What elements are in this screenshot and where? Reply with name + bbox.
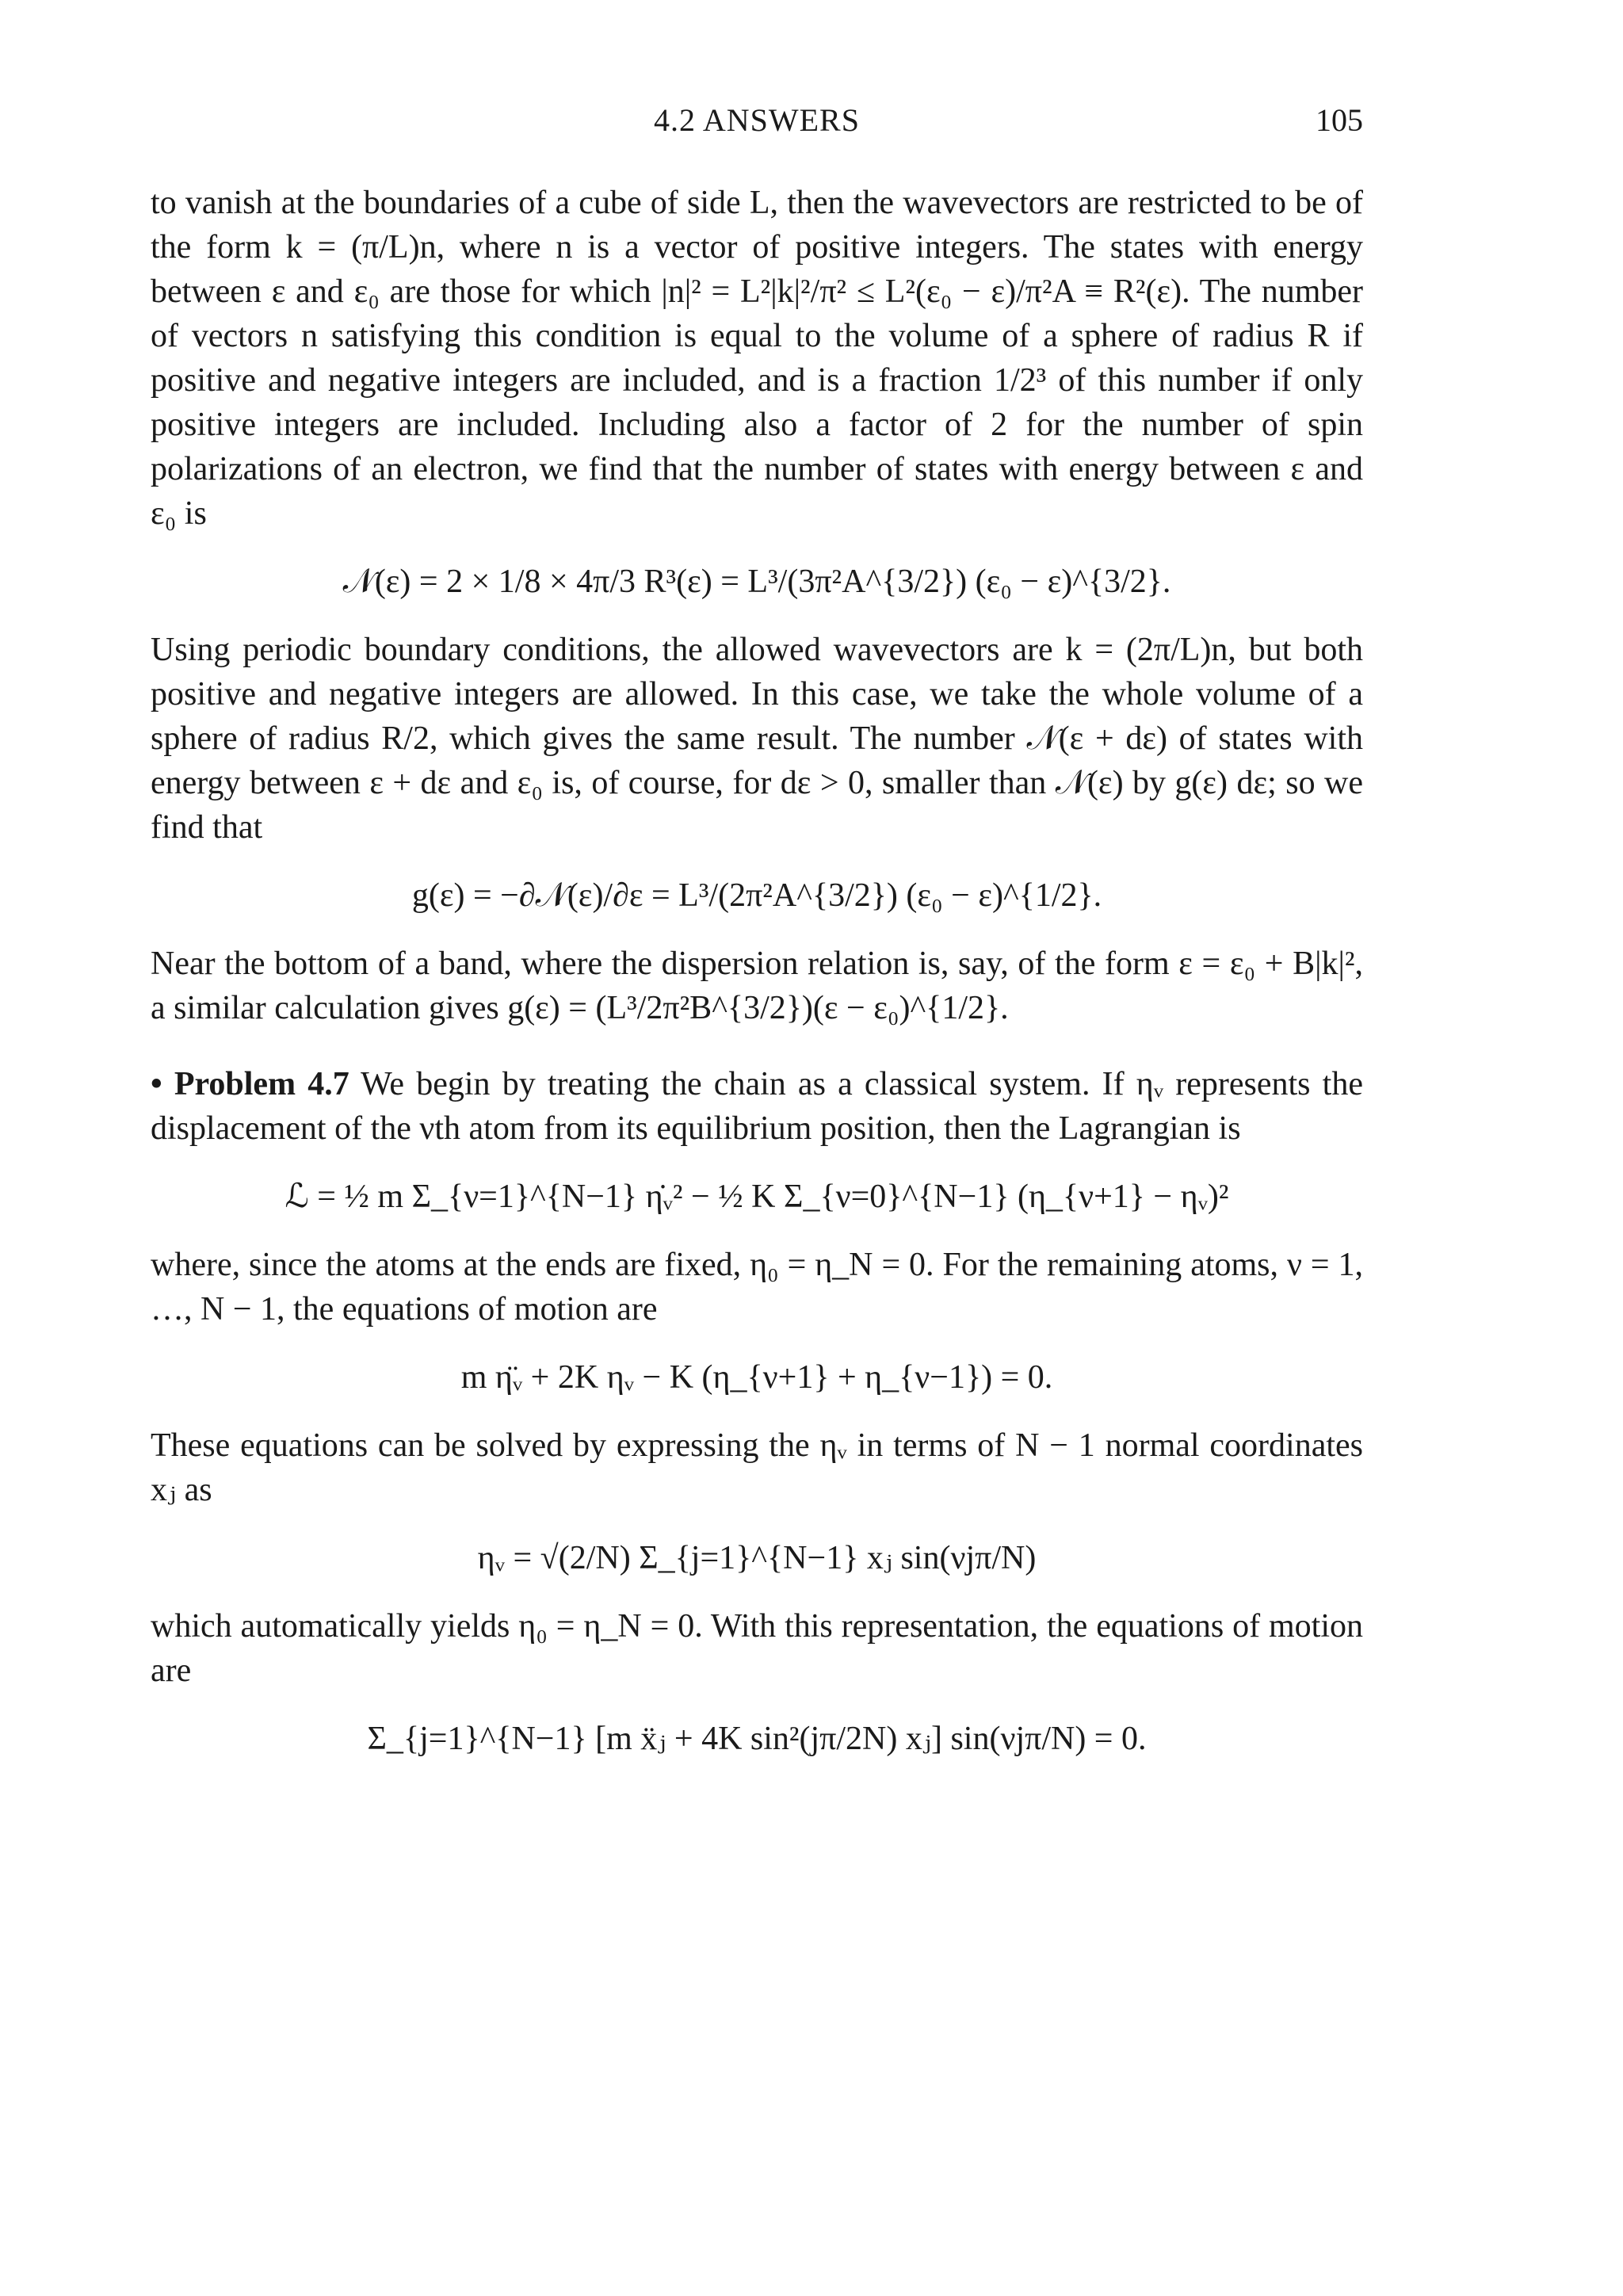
equation-motion: m η̈ᵥ + 2K ηᵥ − K (η_{ν+1} + η_{ν−1}) = 0. — [460, 1359, 1053, 1396]
problem-label: • Problem 4.7 — [151, 1066, 349, 1102]
page-body — [151, 181, 1363, 1785]
running-header — [151, 101, 1363, 149]
section-title: 4.2 ANSWERS — [654, 102, 860, 138]
paragraph-6: These equations can be solved by expressing the ηᵥ in terms of N − 1 normal coordinates xⱼ as — [151, 1427, 1363, 1508]
page-number: 105 — [1316, 102, 1363, 138]
equation-normal-coordinates: ηᵥ = √(2/N) Σ_{j=1}^{N−1} xⱼ sin(νjπ/N) — [477, 1540, 1037, 1576]
paragraph-5: where, since the atoms at the ends are fixed, η₀ = η_N = 0. For the remaining atoms, ν = 1, …, N − 1, the equations of motion are — [151, 1247, 1363, 1328]
equation-lagrangian: ℒ = ½ m Σ_{ν=1}^{N−1} η̇ᵥ² − ½ K Σ_{ν=0}^{N−1} (η_{ν+1} − ηᵥ)² — [285, 1179, 1229, 1215]
paragraph-3: Near the bottom of a band, where the dispersion relation is, say, of the form ε = ε₀ + B|k|², a similar calculation gives g(ε) = (L³/2π²B^{3/2})(ε − ε₀)^{1/2}. — [151, 946, 1363, 1026]
equation-density-of-states: 𝒩(ε) = 2 × 1/8 × 4π/3 R³(ε) = L³/(3π²A^{3/2}) (ε₀ − ε)^{3/2}. — [342, 563, 1171, 600]
paragraph-4: We begin by treating the chain as a classical system. If ηᵥ represents the displacement of the νth atom from its equilibrium position, then the Lagrangian is — [151, 1066, 1363, 1147]
paragraph-1: to vanish at the boundaries of a cube of side L, then the wavevectors are restricted to be of the form k = (π/L)n, where n is a vector of positive integers. The states with energy between ε and ε₀ are those for which |n|² = L²|k|²/π² ≤ L²(ε₀ − ε)/π²A ≡ R²(ε). The number of vectors n satisfying this condition is equal to the volume of a sphere of radius R if positive and negative integers are included, and is a fraction 1/2³ of this number if only positive integers are included. Including also a factor of 2 for the number of spin polarizations of an electron, we find that the number of states with energy between ε and ε₀ is — [151, 185, 1363, 532]
problem-4-7-paragraph — [151, 1062, 1363, 1151]
equation-g-epsilon: g(ε) = −∂𝒩(ε)/∂ε = L³/(2π²A^{3/2}) (ε₀ − ε)^{1/2}. — [411, 877, 1102, 914]
paragraph-2: Using periodic boundary conditions, the allowed wavevectors are k = (2π/L)n, but both positive and negative integers are allowed. In this case, we take the whole volume of a sphere of radius R/2, which gives the same result. The number 𝒩(ε + dε) of states with energy between ε + dε and ε₀ is, of course, for dε > 0, smaller than 𝒩(ε) by g(ε) dε; so we find that — [151, 632, 1363, 846]
equation-motion-normal: Σ_{j=1}^{N−1} [m ẍⱼ + 4K sin²(jπ/2N) xⱼ] sin(νjπ/N) = 0. — [367, 1721, 1147, 1757]
paragraph-7: which automatically yields η₀ = η_N = 0. With this representation, the equations of motion are — [151, 1608, 1363, 1689]
